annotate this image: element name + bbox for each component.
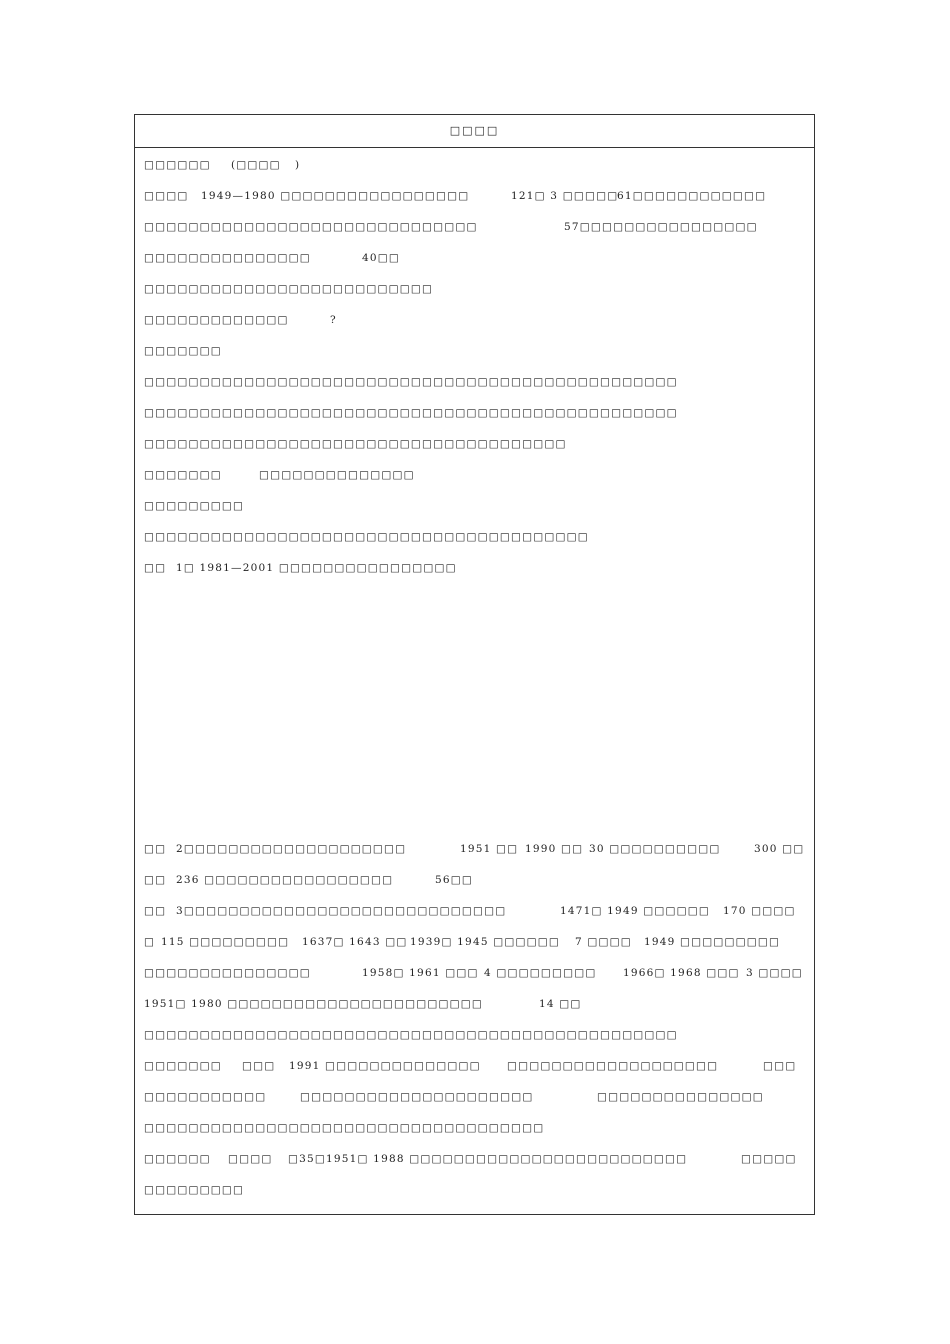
- text-segment: □□□□□□□□□□□□□□□: [144, 967, 311, 979]
- text-line: [135, 1029, 814, 1043]
- text-line: [135, 407, 814, 421]
- text-segment: 40□□: [362, 252, 401, 264]
- text-segment: 1□ 1981—2001 □□□□□□□□□□□□□□□□: [176, 562, 457, 574]
- text-segment: 3□□□□□□□□□□□□□□□□□□□□□□□□□□□□□: [176, 905, 507, 917]
- text-segment: □□□□□□: [144, 159, 211, 171]
- text-segment: 1949—1980 □□□□□□□□□□□□□□□□□: [201, 190, 470, 202]
- text-segment: □□□: [763, 1060, 797, 1072]
- text-segment: 1949 □□□□□□□□□: [644, 936, 781, 948]
- text-line: [135, 1153, 814, 1167]
- document-frame: [134, 114, 815, 1215]
- text-segment: □□□□□□□□□: [144, 500, 245, 512]
- text-line: [135, 376, 814, 390]
- text-segment: □□: [144, 843, 167, 855]
- text-line: [135, 159, 814, 173]
- text-segment: □□□□□: [741, 1153, 797, 1165]
- text-segment: ): [295, 159, 301, 171]
- text-segment: □□□□□□□□□: [144, 1184, 245, 1196]
- text-segment: 2□□□□□□□□□□□□□□□□□□□□: [176, 843, 407, 855]
- text-line: [135, 531, 814, 545]
- text-segment: □□□□□□□□□□□□□□□□□□□□□□□□□□□□□□□□□□□□□□□□□□□□□□□□: [144, 1029, 678, 1041]
- text-segment: □: [144, 936, 156, 948]
- text-segment: □□□□□□□□□□□□□□: [259, 469, 415, 481]
- text-segment: □□□□□□□□□□□□□□□□□□□□□□□□□□□□□□: [144, 221, 478, 233]
- text-segment: □□□□: [144, 190, 189, 202]
- text-line: [135, 221, 814, 235]
- text-segment: □□: [144, 562, 167, 574]
- text-segment: □□□: [242, 1060, 276, 1072]
- text-segment: 1966□ 1968 □□□: [623, 967, 740, 979]
- text-line: [135, 905, 814, 919]
- text-segment: 1637□ 1643 □□: [302, 936, 408, 948]
- text-segment: 61□□□□□□□□□□□□: [617, 190, 767, 202]
- document-header: □□□□: [135, 115, 814, 148]
- text-segment: 1471□ 1949 □□□□□□: [560, 905, 710, 917]
- text-segment: □□: [144, 905, 167, 917]
- text-line: [135, 874, 814, 888]
- text-segment: □□: [144, 874, 167, 886]
- text-segment: □□□□□□□: [144, 469, 222, 481]
- text-line: [135, 283, 814, 297]
- text-segment: 3 □□□□: [746, 967, 803, 979]
- text-segment: □□□□□□□□□□□□□□□□□□□□□□□□□□: [144, 283, 434, 295]
- text-segment: □□□□□□□□□□□□□□□: [597, 1091, 764, 1103]
- text-line: [135, 998, 814, 1012]
- text-segment: □□□□□□□□□□□□□: [144, 314, 289, 326]
- text-line: [135, 345, 814, 359]
- text-line: [135, 1122, 814, 1136]
- text-segment: □□□□□□□□□□□□□□□□□□□□□□□□□□□□□□□□□□□□□□: [144, 438, 567, 450]
- text-line: [135, 252, 814, 266]
- text-segment: 14 □□: [539, 998, 582, 1010]
- text-segment: □□□□□□□□□□□□□□□□□□□□□□□□□□□□□□□□□□□□□□□□: [144, 531, 589, 543]
- text-line: [135, 190, 814, 204]
- text-segment: 236 □□□□□□□□□□□□□□□□□: [176, 874, 394, 886]
- text-line: [135, 562, 814, 576]
- text-segment: □□□□□□□: [144, 1060, 222, 1072]
- text-segment: 4 □□□□□□□□□: [484, 967, 597, 979]
- text-line: [135, 469, 814, 483]
- text-segment: 56□□: [435, 874, 474, 886]
- text-line: [135, 967, 814, 981]
- text-line: [135, 1091, 814, 1105]
- text-segment: 1951□ 1980 □□□□□□□□□□□□□□□□□□□□□□□: [144, 998, 484, 1010]
- text-line: [135, 843, 814, 857]
- text-segment: □□□□□□□□□□□□□□□□□□□□□□□□□□□□□□□□□□□□□□□□□□□□□□□□: [144, 407, 678, 419]
- text-segment: □□□□□□□: [144, 345, 222, 357]
- text-segment: 170 □□□□: [723, 905, 796, 917]
- text-segment: □□□□□□□□□□□□□□□: [144, 252, 311, 264]
- text-segment: □□□□□□□□□□□□□□□□□□□: [507, 1060, 719, 1072]
- text-segment: □□□□□□□□□□□: [144, 1091, 267, 1103]
- text-line: [135, 314, 814, 328]
- text-segment: 121□ 3 □□□□□: [511, 190, 619, 202]
- text-line: [135, 936, 814, 950]
- text-segment: 1939□ 1945 □□□□□□: [410, 936, 560, 948]
- text-segment: □□□□□□□□□□□□□□□□□□□□□□□□□□□□□□□□□□□□: [144, 1122, 545, 1134]
- text-line: [135, 500, 814, 514]
- text-segment: (□□□□: [231, 159, 281, 171]
- text-segment: 115 □□□□□□□□□: [161, 936, 290, 948]
- text-segment: □□□□: [228, 1153, 273, 1165]
- text-segment: □□□□□□: [144, 1153, 211, 1165]
- text-segment: 1990 □□: [525, 843, 584, 855]
- text-line: [135, 438, 814, 452]
- text-segment: 30 □□□□□□□□□□: [589, 843, 721, 855]
- text-segment: 1958□ 1961 □□□: [362, 967, 479, 979]
- text-segment: □□□□□□□□□□□□□□□□□□□□□□□□□□□□□□□□□□□□□□□□□□□□□□□□: [144, 376, 678, 388]
- text-segment: □□□□□□□□□□□□□□□□□□□□□: [300, 1091, 534, 1103]
- text-segment: □35□1951□ 1988 □□□□□□□□□□□□□□□□□□□□□□□□□: [288, 1153, 688, 1165]
- text-line: [135, 1184, 814, 1198]
- text-segment: 7 □□□□: [575, 936, 632, 948]
- text-segment: 300 □□: [754, 843, 805, 855]
- text-line: [135, 1060, 814, 1074]
- text-segment: ?: [330, 314, 337, 326]
- text-segment: 1951 □□: [460, 843, 519, 855]
- text-segment: 1991 □□□□□□□□□□□□□□: [289, 1060, 481, 1072]
- text-segment: 57□□□□□□□□□□□□□□□□: [564, 221, 758, 233]
